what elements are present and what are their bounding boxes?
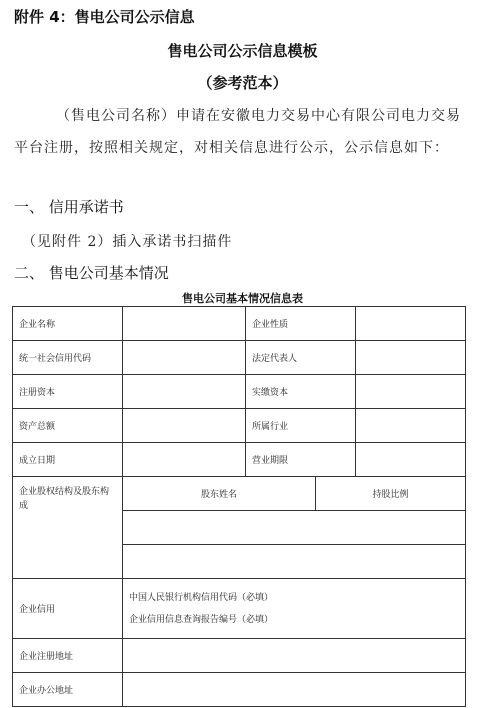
value-enterprise-credit[interactable] [123,579,466,639]
section-heading-basic-info: 二、 售电公司基本情况 [14,264,169,282]
label-est-date: 成立日期 [13,443,123,477]
value-reg-capital[interactable] [123,375,246,409]
value-credit-code[interactable] [123,341,246,375]
value-company-nature[interactable] [356,307,466,341]
label-legal-rep: 法定代表人 [246,341,356,375]
table-row [13,341,466,375]
table-row [13,307,466,341]
table-row [13,579,466,639]
label-office-address: 企业办公地址 [13,673,123,707]
table-row [13,375,466,409]
label-biz-term: 营业期限 [246,443,356,477]
credit-code-line: 中国人民银行机构信用代码（必填） [129,592,274,603]
document-subtitle: （参考范本） [197,74,288,92]
value-industry[interactable] [356,409,466,443]
table-row [13,673,466,707]
value-est-date[interactable] [123,443,246,477]
label-equity-structure: 企业股权结构及股东构成 [13,477,123,579]
header-shareholder-name: 股东姓名 [123,477,316,511]
label-industry: 所属行业 [246,409,356,443]
table-row [13,477,466,511]
equity-entry-2[interactable] [123,545,466,579]
label-credit-code: 统一社会信用代码 [13,341,123,375]
section-heading-credit-commitment: 一、 信用承诺书 [14,198,124,216]
value-biz-term[interactable] [356,443,466,477]
intro-paragraph: （售电公司名称）申请在安徽电力交易中心有限公司电力交易平台注册，按照相关规定，对相关信息进行公示，公示信息如下： [14,108,461,156]
label-paid-capital: 实缴资本 [246,375,356,409]
table-row [13,639,466,673]
label-total-assets: 资产总额 [13,409,123,443]
table-row [13,443,466,477]
value-total-assets[interactable] [123,409,246,443]
document-title: 售电公司公示信息模板 [167,42,318,60]
commitment-note: （见附件 2）插入承诺书扫描件 [22,234,233,250]
table-title: 售电公司基本情况信息表 [182,292,303,305]
header-share-ratio: 持股比例 [316,477,466,511]
value-office-address[interactable] [123,673,466,707]
company-info-table [12,306,466,707]
label-company-name: 企业名称 [13,307,123,341]
equity-entry-1[interactable] [123,511,466,545]
attachment-heading: 附件 4：售电公司公示信息 [14,8,195,26]
value-reg-address[interactable] [123,639,466,673]
label-reg-address: 企业注册地址 [13,639,123,673]
label-company-nature: 企业性质 [246,307,356,341]
credit-report-line: 企业信用信息查询报告编号（必填） [129,614,274,625]
value-company-name[interactable] [123,307,246,341]
label-reg-capital: 注册资本 [13,375,123,409]
value-paid-capital[interactable] [356,375,466,409]
value-legal-rep[interactable] [356,341,466,375]
label-enterprise-credit: 企业信用 [13,579,123,639]
table-row [13,409,466,443]
